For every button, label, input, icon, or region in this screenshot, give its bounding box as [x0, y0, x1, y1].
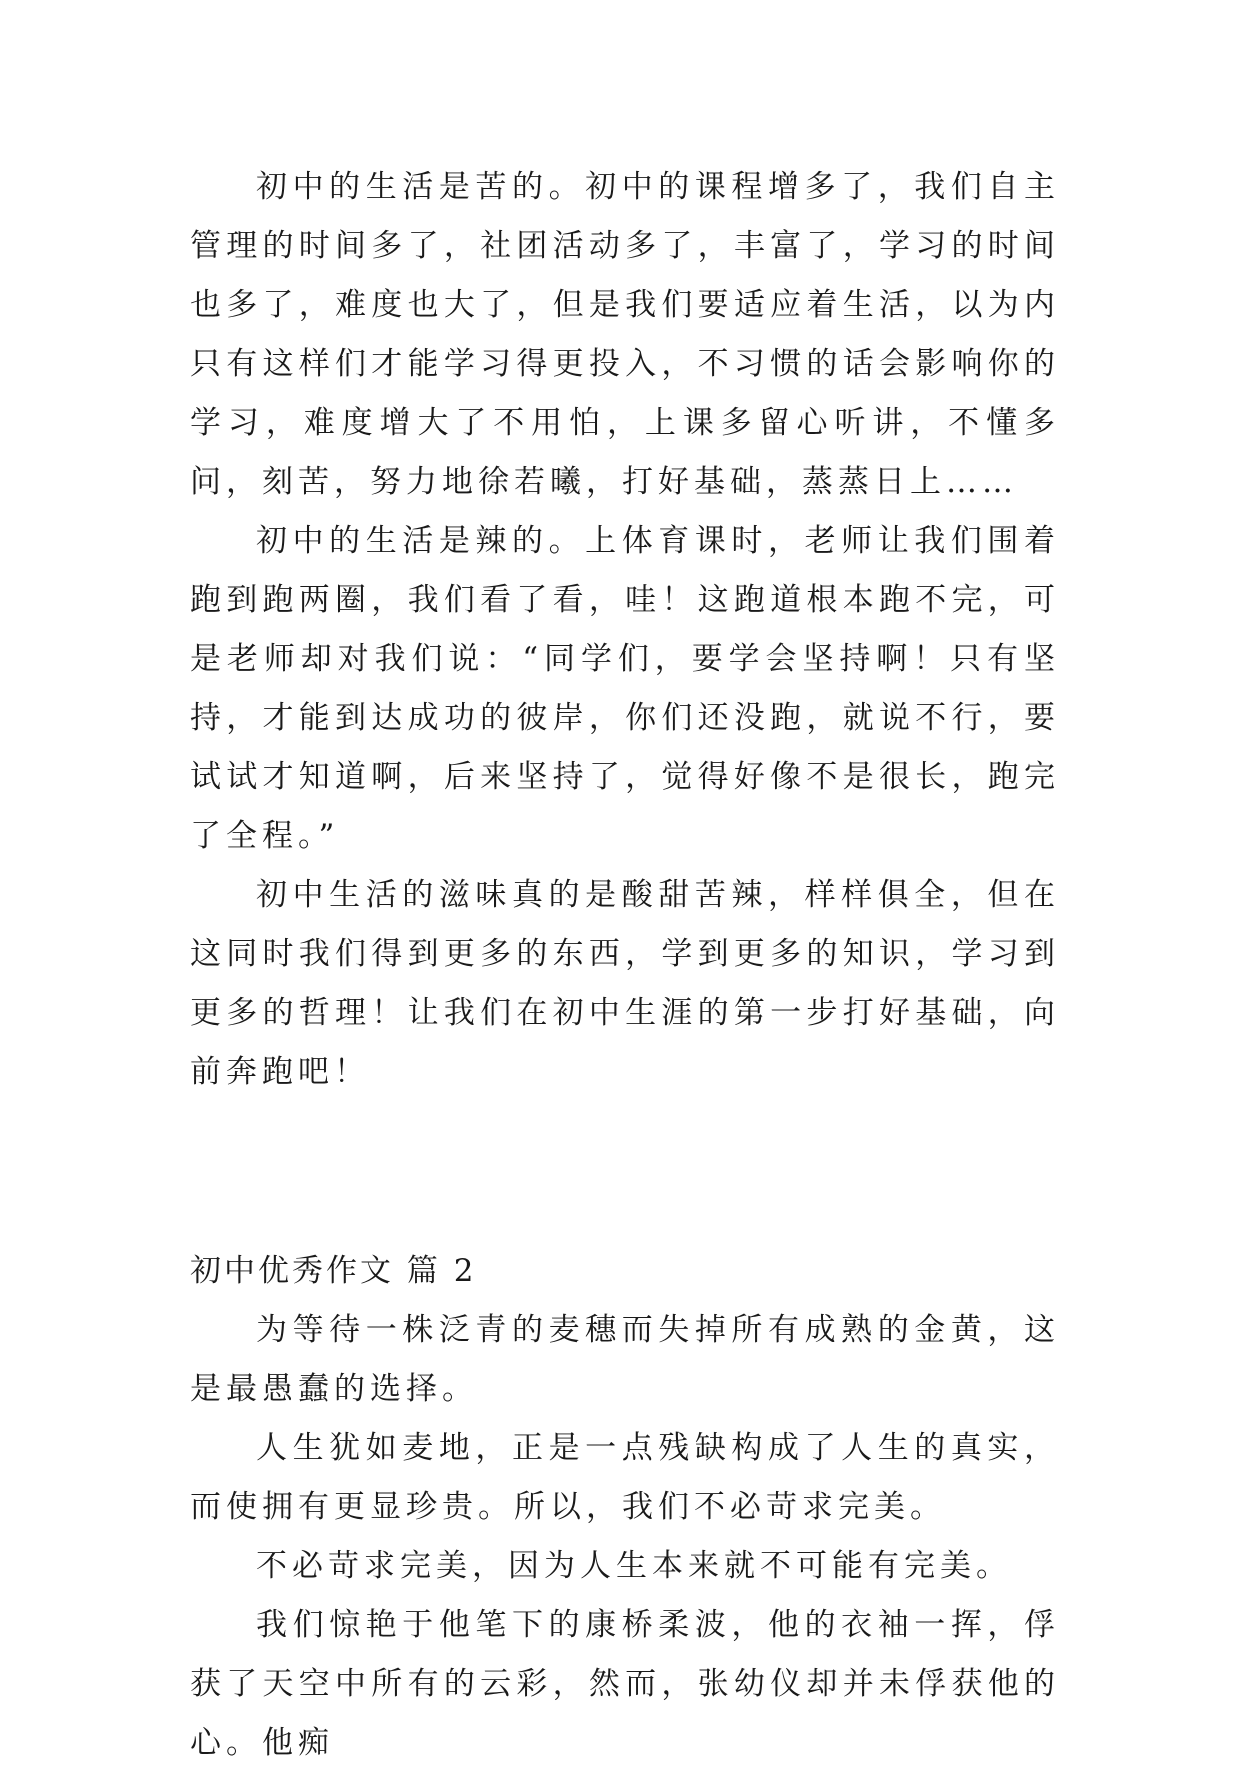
paragraph: 人生犹如麦地，正是一点残缺构成了人生的真实，而使拥有更显珍贵。所以，我们不必苛求完美。: [190, 1430, 1060, 1525]
section-spacer: [190, 1102, 1060, 1242]
paragraph: 我们惊艳于他笔下的康桥柔波，他的衣袖一挥，俘获了天空中所有的云彩，然而，张幼仪却并未俘获他的心。他痴: [190, 1607, 1060, 1761]
paragraph: 为等待一株泛青的麦穗而失掉所有成熟的金黄，这是最愚蠢的选择。: [190, 1312, 1060, 1407]
paragraph: 初中的生活是苦的。初中的课程增多了，我们自主管理的时间多了，社团活动多了，丰富了，学习的时间也多了，难度也大了，但是我们要适应着生活，以为内只有这样们才能学习得更投入，不习惯的话会影响你的学习，难度增大了不用怕，上课多留心听讲，不懂多问，刻苦，努力地徐若曦，打好基础，蒸蒸日上……: [190, 169, 1060, 500]
paragraph: 初中的生活是辣的。上体育课时，老师让我们围着跑到跑两圈，我们看了看，哇！这跑道根本跑不完，可是老师却对我们说：“同学们，要学会坚持啊！只有坚持，才能到达成功的彼岸，你们还没跑，就说不行，要试试才知道啊，后来坚持了，觉得好像不是很长，跑完了全程。”: [190, 523, 1060, 854]
paragraph: 初中生活的滋味真的是酸甜苦辣，样样俱全，但在这同时我们得到更多的东西，学到更多的知识，学习到更多的哲理！让我们在初中生涯的第一步打好基础，向前奔跑吧！: [190, 877, 1060, 1090]
section-heading: 初中优秀作文 篇 2: [190, 1253, 477, 1289]
paragraph: 不必苛求完美，因为人生本来就不可能有完美。: [256, 1548, 1012, 1584]
document-page: [190, 158, 1060, 1773]
